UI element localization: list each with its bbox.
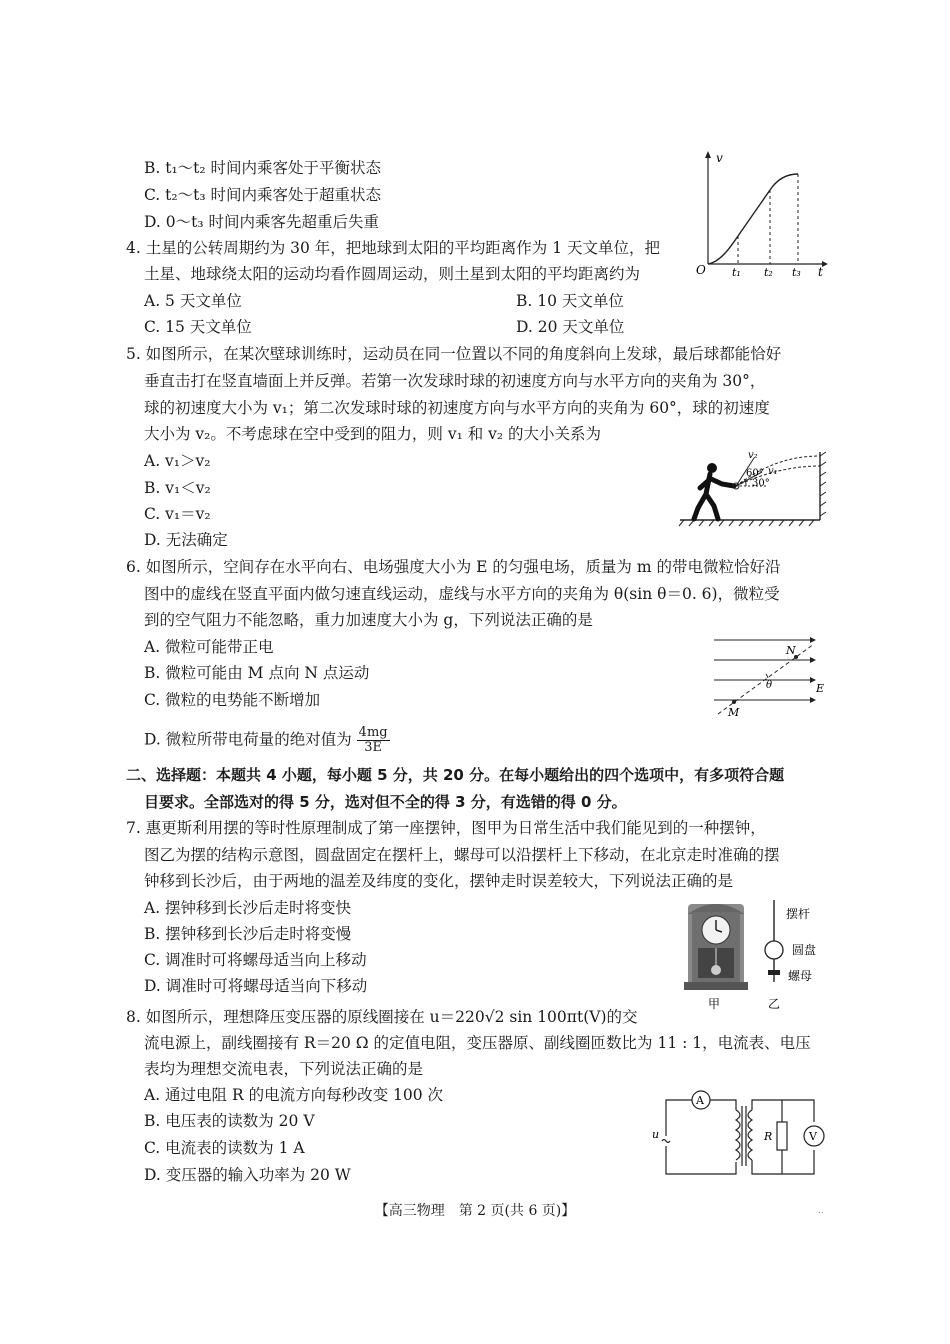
figure-yi-label: 乙 xyxy=(768,997,781,1011)
q8-stem-line-2: 流电源上，副线圈接有 R＝20 Ω 的定值电阻，变压器原、副线圈匝数比为 11 : 1，电流表、电压 xyxy=(144,1034,811,1052)
q7-stem-line-3: 钟移到长沙后，由于两地的温差及纬度的变化，摆钟走时误差较大，下列说法正确的是 xyxy=(144,872,734,890)
resistor xyxy=(777,1122,787,1150)
q5-option-b: B. v₁＜v₂ xyxy=(144,479,211,497)
q7-stem-line-1: 7. 惠更斯利用摆的等时性原理制成了第一座摆钟，图甲为日常生活中我们能见到的一种摆钟， xyxy=(126,819,766,837)
stray-mark: .. xyxy=(818,1206,824,1216)
q5-option-c: C. v₁＝v₂ xyxy=(144,505,211,523)
q6-option-d-text: D. 微粒所带电荷量的绝对值为 xyxy=(144,730,352,749)
q8-option-d: D. 变压器的输入功率为 20 W xyxy=(144,1166,351,1184)
pendulum-clock-illustration xyxy=(684,904,748,990)
q6-stem-line-1: 6. 如图所示，空间存在水平向右、电场强度大小为 E 的匀强电场，质量为 m 的带电微粒恰好沿 xyxy=(126,558,781,576)
q4-option-a: A. 5 天文单位 xyxy=(144,292,242,310)
graph-t-label: t xyxy=(818,265,823,278)
voltmeter-label: V xyxy=(809,1130,817,1143)
q4-stem-line-2: 土星、地球绕太阳的运动均看作圆周运动，则土星到太阳的平均距离约为 xyxy=(144,265,641,283)
q6-option-c: C. 微粒的电势能不断增加 xyxy=(144,691,321,709)
q6-option-a: A. 微粒可能带正电 xyxy=(144,638,274,656)
q6-stem-line-2: 图中的虚线在竖直平面内做匀速直线运动，虚线与水平方向的夹角为 θ(sin θ＝0. 6)，微粒受 xyxy=(144,585,780,603)
angle-60-label: 60° xyxy=(746,468,764,479)
rod-label: 摆杆 xyxy=(786,907,811,921)
q7-option-c: C. 调准时可将螺母适当向上移动 xyxy=(144,951,367,969)
q6-option-b: B. 微粒可能由 M 点向 N 点运动 xyxy=(144,664,370,682)
angle-30-label: 30° xyxy=(752,478,770,489)
velocity-curve xyxy=(708,174,798,264)
primary-top-wire xyxy=(666,1100,692,1136)
page-footer: 【高三物理 第 2 页(共 6 页)】 xyxy=(374,1203,576,1219)
q7-option-b: B. 摆钟移到长沙后走时将变慢 xyxy=(144,925,352,943)
primary-coil xyxy=(736,1110,740,1160)
q5-stem-line-3: 球的初速度大小为 v₁；第二次发球时球的初速度方向与水平方向的夹角为 60°，球的初速度 xyxy=(144,399,770,417)
graph-t3-label: t₃ xyxy=(792,266,801,278)
secondary-bottom-wire xyxy=(752,1150,814,1174)
q5-option-d: D. 无法确定 xyxy=(144,531,228,549)
pendulum-clock-figure xyxy=(676,896,836,1012)
electric-field-figure xyxy=(710,630,830,720)
q7-stem-line-2: 图乙为摆的结构示意图，圆盘固定在摆杆上，螺母可以沿摆杆上下移动，在北京走时准确的摆 xyxy=(144,846,780,864)
q6-option-d xyxy=(144,726,390,755)
graph-v-label: v xyxy=(716,151,723,165)
ammeter-label: A xyxy=(696,1094,704,1107)
q8-option-b: B. 电压表的读数为 20 V xyxy=(144,1112,315,1130)
q5-stem-line-1: 5. 如图所示，在某次壁球训练时，运动员在同一位置以不同的角度斜向上发球，最后球都能恰好 xyxy=(126,345,782,363)
q3-option-b: B. t₁～t₂ 时间内乘客处于平衡状态 xyxy=(144,159,382,177)
q4-option-d: D. 20 天文单位 xyxy=(516,318,625,336)
ac-source-symbol xyxy=(662,1140,670,1143)
v2-label: v₂ xyxy=(748,450,758,461)
angle-theta-label: θ xyxy=(766,680,773,691)
charge-fraction xyxy=(357,726,390,755)
secondary-coil xyxy=(748,1110,752,1160)
section-2-header-line-1: 二、选择题：本题共 4 小题，每小题 5 分，共 20 分。在每小题给出的四个选项中，有多项符合题 xyxy=(126,766,785,784)
primary-bottom-wire xyxy=(666,1146,736,1174)
section-2-header-line-2: 目要求。全部选对的得 5 分，选对但不全的得 3 分，有选错的得 0 分。 xyxy=(144,793,627,811)
q7-option-d: D. 调准时可将螺母适当向下移动 xyxy=(144,977,368,995)
motion-path xyxy=(718,644,814,714)
q8-stem-line-1: 8. 如图所示，理想降压变压器的原线圈接在 u＝220√2 sin 100πt(V)的交 xyxy=(126,1008,638,1026)
q8-option-a: A. 通过电阻 R 的电流方向每秒改变 100 次 xyxy=(144,1086,444,1104)
figure-jia-label: 甲 xyxy=(708,997,721,1011)
q4-stem-line-1: 4. 土星的公转周期约为 30 年，把地球到太阳的平均距离作为 1 天文单位，把 xyxy=(126,239,661,257)
nut-label: 螺母 xyxy=(788,969,813,983)
graph-t1-label: t₁ xyxy=(732,266,741,278)
pendulum-disk xyxy=(765,941,783,959)
q8-option-c: C. 电流表的读数为 1 A xyxy=(144,1139,305,1157)
q5-stem-line-2: 垂直击打在竖直墙面上并反弹。若第一次发球时球的初速度方向与水平方向的夹角为 30°， xyxy=(144,372,766,390)
resistor-label: R xyxy=(764,1130,773,1143)
q6-stem-line-3: 到的空气阻力不能忽略，重力加速度大小为 g，下列说法正确的是 xyxy=(144,611,593,629)
point-m xyxy=(732,700,736,704)
field-e-label: E xyxy=(816,682,825,695)
disk-label: 圆盘 xyxy=(792,943,817,957)
q4-option-c: C. 15 天文单位 xyxy=(144,318,252,336)
velocity-time-graph xyxy=(690,148,830,278)
q3-option-c: C. t₂～t₃ 时间内乘客处于超重状态 xyxy=(144,186,381,204)
primary-top-wire-2 xyxy=(710,1100,736,1110)
transformer-circuit xyxy=(652,1088,832,1182)
q5-stem-line-4: 大小为 v₂。不考虑球在空中受到的阻力，则 v₁ 和 v₂ 的大小关系为 xyxy=(144,425,602,443)
graph-origin-label: O xyxy=(696,263,706,277)
secondary-top-wire xyxy=(752,1100,814,1122)
q3-option-d: D. 0～t₃ 时间内乘客先超重后失重 xyxy=(144,213,379,231)
q5-option-a: A. v₁＞v₂ xyxy=(144,452,211,470)
player-silhouette xyxy=(694,463,734,519)
source-label: u xyxy=(652,1128,660,1141)
pendulum-nut xyxy=(768,970,780,975)
q7-option-a: A. 摆钟移到长沙后走时将变快 xyxy=(144,899,352,917)
graph-t2-label: t₂ xyxy=(764,266,773,278)
squash-figure xyxy=(676,448,836,528)
q4-option-b: B. 10 天文单位 xyxy=(516,292,624,310)
point-n-label: N xyxy=(786,644,796,657)
fraction-denominator: 3E xyxy=(364,740,383,755)
point-m-label: M xyxy=(728,706,740,719)
fraction-numerator: 4mg xyxy=(358,725,388,740)
q8-stem-line-3: 表均为理想交流电表，下列说法正确的是 xyxy=(144,1060,424,1078)
v1-label: v₁ xyxy=(768,466,778,477)
